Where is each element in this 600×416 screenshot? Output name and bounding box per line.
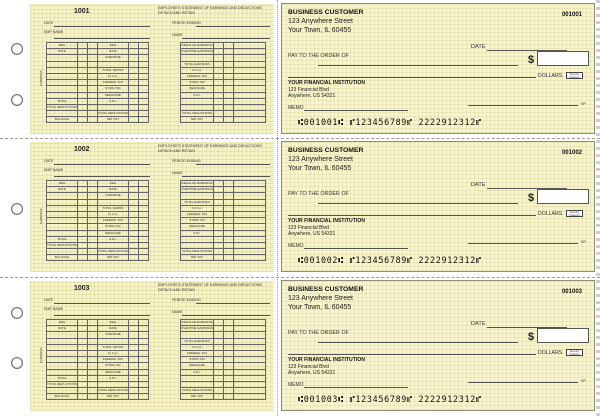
- stub-name-label: NAME: [172, 310, 183, 314]
- stub-name-label: NAME: [172, 33, 183, 37]
- micr-line: ⑆001003⑆ ⑈123456789⑈ 2222912312⑈: [298, 394, 482, 404]
- date-label: DATE: [471, 321, 486, 327]
- stub-date-label: DATE: [44, 159, 54, 163]
- binder-hole: [11, 307, 23, 319]
- payee-line[interactable]: [318, 342, 518, 343]
- bank-address: 123 Financial Blvd: [288, 225, 329, 231]
- check: [281, 141, 595, 272]
- dollar-sign: $: [528, 192, 535, 204]
- binder-hole: [11, 203, 23, 215]
- bank-city: Anywhere, US 54321: [288, 370, 336, 376]
- amount-box[interactable]: [537, 189, 589, 204]
- binder-hole: [11, 43, 23, 55]
- date-label: DATE: [471, 182, 486, 188]
- dollars-label: DOLLARS: [538, 211, 563, 217]
- stub-emp-name-label: EMP NAME: [44, 307, 64, 311]
- dollar-sign: $: [528, 331, 535, 343]
- customer-city: Your Town, IL 60455: [288, 27, 352, 34]
- stub-period-label: PERIOD ENDING: [172, 21, 201, 25]
- stub-date-label: DATE: [44, 21, 54, 25]
- customer-street: 123 Anywhere Street: [288, 295, 353, 302]
- deductions-table: REGULAR EARNINGS OVERTIME EARNINGS TOTAL EARNINGS F.I.C.A. FEDERAL TAX STATE TAX MEDICARE S.D.I. TOTAL DEDUCTIONS NET PAY: [180, 319, 266, 400]
- signature-line[interactable]: [468, 243, 578, 244]
- check-panel-1: [0, 0, 600, 138]
- micr-line: ⑆001002⑆ ⑈123456789⑈ 2222912312⑈: [298, 255, 482, 265]
- customer-city: Your Town, IL 60455: [288, 165, 352, 172]
- amount-box[interactable]: [537, 51, 589, 66]
- memo-label: MEMO: [288, 105, 304, 111]
- check: [281, 280, 595, 411]
- stub-earnings-label: EARNINGS: [39, 208, 43, 224]
- tractor-edge: [596, 0, 600, 416]
- deductions-table: REGULAR EARNINGS OVERTIME EARNINGS TOTAL EARNINGS F.I.C.A. FEDERAL TAX STATE TAX MEDICARE S.D.I. TOTAL DEDUCTIONS NET PAY: [180, 180, 266, 261]
- pay-stub: [30, 142, 274, 272]
- check-panel-2: [0, 138, 600, 276]
- bank-address: 123 Financial Blvd: [288, 87, 329, 93]
- binder-hole: [11, 357, 23, 369]
- earnings-table: REG REG RATE RATE OVERTIME TOTAL GROSS F.I.C.A. FEDERAL TAX STATE TAX MEDICARE TOTAL S.D.I. TOTAL DEDUCTIONS TOTAL DEDUCTIONS BALANCE NET PAY: [46, 319, 149, 400]
- check-number: 001001: [561, 12, 582, 18]
- check-number: 001002: [561, 150, 582, 156]
- stub-earnings-label: EARNINGS: [39, 347, 43, 363]
- security-lock-icon: Security Features: [566, 210, 583, 217]
- bank-city: Anywhere, US 54321: [288, 93, 336, 99]
- pay-to-label: PAY TO THE ORDER OF: [288, 191, 349, 197]
- customer-name: BUSINESS CUSTOMER: [288, 286, 364, 293]
- binder-hole: [11, 94, 23, 106]
- stub-emp-name-label: EMP NAME: [44, 30, 64, 34]
- signature-line[interactable]: [468, 105, 578, 106]
- mp-mark: MP: [581, 379, 586, 383]
- pay-stub: [30, 281, 274, 411]
- mp-mark: MP: [581, 102, 586, 106]
- amount-words-line[interactable]: [288, 354, 536, 355]
- dollars-label: DOLLARS: [538, 350, 563, 356]
- customer-street: 123 Anywhere Street: [288, 18, 353, 25]
- bank-city: Anywhere, US 54321: [288, 231, 336, 237]
- bank-name: YOUR FINANCIAL INSTITUTION: [288, 80, 365, 86]
- customer-street: 123 Anywhere Street: [288, 156, 353, 163]
- stub-emp-name-label: EMP NAME: [44, 168, 64, 172]
- stub-perforation: [277, 0, 278, 416]
- earnings-table: REG REG RATE RATE OVERTIME TOTAL GROSS F.I.C.A. FEDERAL TAX STATE TAX MEDICARE TOTAL S.D.I. TOTAL DEDUCTIONS TOTAL DEDUCTIONS BALANCE NET PAY: [46, 180, 149, 261]
- stub-number: 1002: [74, 146, 90, 153]
- check-panel-3: [0, 277, 600, 415]
- payee-line[interactable]: [318, 65, 518, 66]
- dollar-sign: $: [528, 54, 535, 66]
- customer-name: BUSINESS CUSTOMER: [288, 147, 364, 154]
- customer-name: BUSINESS CUSTOMER: [288, 9, 364, 16]
- mp-mark: MP: [581, 240, 586, 244]
- stub-statement: EMPLOYEE'S STATEMENT OF EARNINGS AND DEDUCTIONS DETACH AND RETAIN: [158, 283, 262, 292]
- memo-line[interactable]: [304, 387, 408, 388]
- security-lock-icon: Security Features: [566, 349, 583, 356]
- amount-box[interactable]: [537, 328, 589, 343]
- memo-line[interactable]: [304, 248, 408, 249]
- stub-number: 1001: [74, 8, 90, 15]
- stub-name-label: NAME: [172, 171, 183, 175]
- amount-words-line[interactable]: [288, 77, 536, 78]
- signature-line[interactable]: [468, 382, 578, 383]
- memo-label: MEMO: [288, 243, 304, 249]
- date-label: DATE: [471, 44, 486, 50]
- stub-statement: EMPLOYEE'S STATEMENT OF EARNINGS AND DEDUCTIONS DETACH AND RETAIN: [158, 144, 262, 153]
- check-number: 001003: [561, 289, 582, 295]
- dollars-label: DOLLARS: [538, 73, 563, 79]
- stub-number: 1003: [74, 285, 90, 292]
- bank-address: 123 Financial Blvd: [288, 364, 329, 370]
- check: [281, 3, 595, 134]
- stub-period-label: PERIOD ENDING: [172, 298, 201, 302]
- stub-date-label: DATE: [44, 298, 54, 302]
- customer-city: Your Town, IL 60455: [288, 304, 352, 311]
- deductions-table: REGULAR EARNINGS OVERTIME EARNINGS TOTAL EARNINGS F.I.C.A. FEDERAL TAX STATE TAX MEDICARE S.D.I. TOTAL DEDUCTIONS NET PAY: [180, 42, 266, 123]
- pay-to-label: PAY TO THE ORDER OF: [288, 53, 349, 59]
- pay-to-label: PAY TO THE ORDER OF: [288, 330, 349, 336]
- pay-stub: [30, 4, 274, 134]
- stub-statement: EMPLOYEE'S STATEMENT OF EARNINGS AND DEDUCTIONS DETACH AND RETAIN: [158, 6, 262, 15]
- stub-period-label: PERIOD ENDING: [172, 159, 201, 163]
- memo-label: MEMO: [288, 382, 304, 388]
- perforation-line: [0, 277, 600, 278]
- bank-name: YOUR FINANCIAL INSTITUTION: [288, 218, 365, 224]
- payee-line[interactable]: [318, 203, 518, 204]
- memo-line[interactable]: [304, 110, 408, 111]
- stub-earnings-label: EARNINGS: [39, 70, 43, 86]
- security-lock-icon: Security Features: [566, 72, 583, 79]
- perforation-line: [0, 138, 600, 139]
- micr-line: ⑆001001⑆ ⑈123456789⑈ 2222912312⑈: [298, 117, 482, 127]
- bank-name: YOUR FINANCIAL INSTITUTION: [288, 357, 365, 363]
- amount-words-line[interactable]: [288, 215, 536, 216]
- earnings-table: REG REG RATE RATE OVERTIME TOTAL GROSS F.I.C.A. FEDERAL TAX STATE TAX MEDICARE TOTAL S.D.I. TOTAL DEDUCTIONS TOTAL DEDUCTIONS BALANCE NET PAY: [46, 42, 149, 123]
